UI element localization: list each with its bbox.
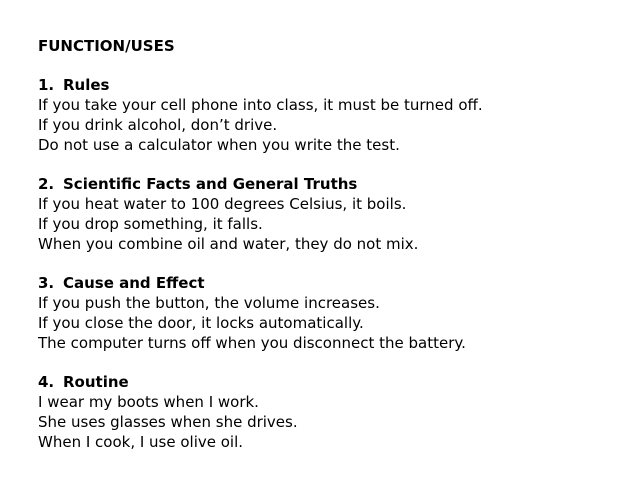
example-sentence: The computer turns off when you disconnect the battery. bbox=[38, 334, 466, 352]
section-title-text: Cause and Effect bbox=[63, 274, 205, 292]
example-sentence: Do not use a calculator when you write the test. bbox=[38, 136, 400, 154]
example-sentence: If you heat water to 100 degrees Celsius, it boils. bbox=[38, 195, 407, 213]
example-sentence: If you push the button, the volume increases. bbox=[38, 294, 380, 312]
section-number: 2. bbox=[38, 175, 55, 193]
example-sentence: She uses glasses when she drives. bbox=[38, 413, 298, 431]
section-title bbox=[38, 75, 628, 95]
section-title bbox=[38, 372, 628, 392]
slide-content bbox=[38, 36, 628, 452]
example-sentence: If you drop something, it falls. bbox=[38, 215, 263, 233]
section-number: 1. bbox=[38, 76, 55, 94]
example-sentence: If you drink alcohol, don’t drive. bbox=[38, 116, 278, 134]
section-title-text: Scientific Facts and General Truths bbox=[63, 175, 358, 193]
section-number: 4. bbox=[38, 373, 55, 391]
section-rules bbox=[38, 75, 628, 155]
section-title bbox=[38, 174, 628, 194]
section-title-text: Routine bbox=[63, 373, 129, 391]
example-sentence: If you take your cell phone into class, it must be turned off. bbox=[38, 96, 483, 114]
section-routine bbox=[38, 372, 628, 452]
section-title bbox=[38, 273, 628, 293]
example-sentence: When you combine oil and water, they do not mix. bbox=[38, 235, 419, 253]
example-sentence: I wear my boots when I work. bbox=[38, 393, 259, 411]
example-sentence: If you close the door, it locks automatically. bbox=[38, 314, 364, 332]
page-title: FUNCTION/USES bbox=[38, 37, 175, 55]
example-sentence: When I cook, I use olive oil. bbox=[38, 433, 244, 451]
section-scientific-facts bbox=[38, 174, 628, 254]
section-title-text: Rules bbox=[63, 76, 110, 94]
section-cause-and-effect bbox=[38, 273, 628, 353]
section-number: 3. bbox=[38, 274, 55, 292]
